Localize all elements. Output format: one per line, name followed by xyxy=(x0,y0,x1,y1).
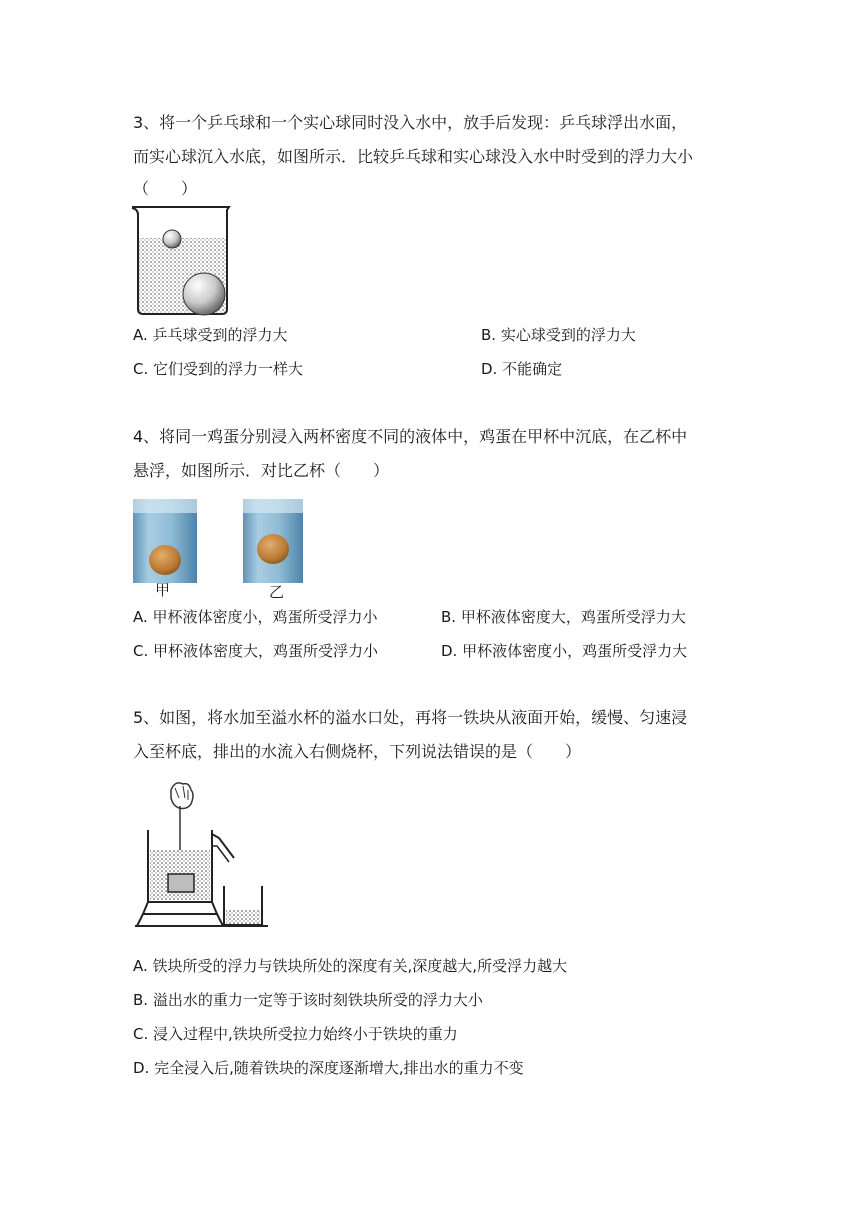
q5-stem-line-1: 5、如图，将水加至溢水杯的溢水口处，再将一铁块从液面开始，缓慢、匀速浸 xyxy=(133,708,688,727)
q3-option-a[interactable]: A. 乒乓球受到的浮力大 xyxy=(133,326,288,344)
q4-option-b[interactable]: B. 甲杯液体密度大，鸡蛋所受浮力大 xyxy=(441,608,686,626)
q3-option-d[interactable]: D. 不能确定 xyxy=(481,360,563,378)
q4-option-a[interactable]: A. 甲杯液体密度小，鸡蛋所受浮力小 xyxy=(133,608,378,626)
q4-option-d[interactable]: D. 甲杯液体密度小，鸡蛋所受浮力大 xyxy=(441,642,688,660)
q4-beakers-figure xyxy=(131,496,306,586)
q3-option-b[interactable]: B. 实心球受到的浮力大 xyxy=(481,326,636,344)
q4-label-jia: 甲 xyxy=(155,581,171,599)
q5-overflow-cup-figure xyxy=(133,778,273,928)
q5-option-b[interactable]: B. 溢出水的重力一定等于该时刻铁块所受的浮力大小 xyxy=(133,991,483,1009)
q3-stem-line-3: （ ） xyxy=(133,179,198,198)
q5-option-a[interactable]: A. 铁块所受的浮力与铁块所处的深度有关,深度越大,所受浮力越大 xyxy=(133,957,568,975)
q4-stem-line-2: 悬浮，如图所示．对比乙杯（ ） xyxy=(133,461,390,480)
q3-stem-line-1: 3、将一个乒乓球和一个实心球同时没入水中，放手后发现：乒乓球浮出水面， xyxy=(133,113,688,132)
q4-label-yi: 乙 xyxy=(269,583,285,601)
q4-stem-line-1: 4、将同一鸡蛋分别浸入两杯密度不同的液体中，鸡蛋在甲杯中沉底，在乙杯中 xyxy=(133,427,688,446)
q3-option-c[interactable]: C. 它们受到的浮力一样大 xyxy=(133,360,304,378)
q3-beaker-figure xyxy=(130,205,240,317)
q3-stem-line-2: 而实心球沉入水底，如图所示．比较乒乓球和实心球没入水中时受到的浮力大小 xyxy=(133,147,694,166)
q5-option-d[interactable]: D. 完全浸入后,随着铁块的深度逐渐增大,排出水的重力不变 xyxy=(133,1059,524,1077)
q5-stem-line-2: 入至杯底，排出的水流入右侧烧杯，下列说法错误的是（ ） xyxy=(133,742,582,761)
q4-option-c[interactable]: C. 甲杯液体密度大，鸡蛋所受浮力小 xyxy=(133,642,379,660)
q5-option-c[interactable]: C. 浸入过程中,铁块所受拉力始终小于铁块的重力 xyxy=(133,1025,458,1043)
